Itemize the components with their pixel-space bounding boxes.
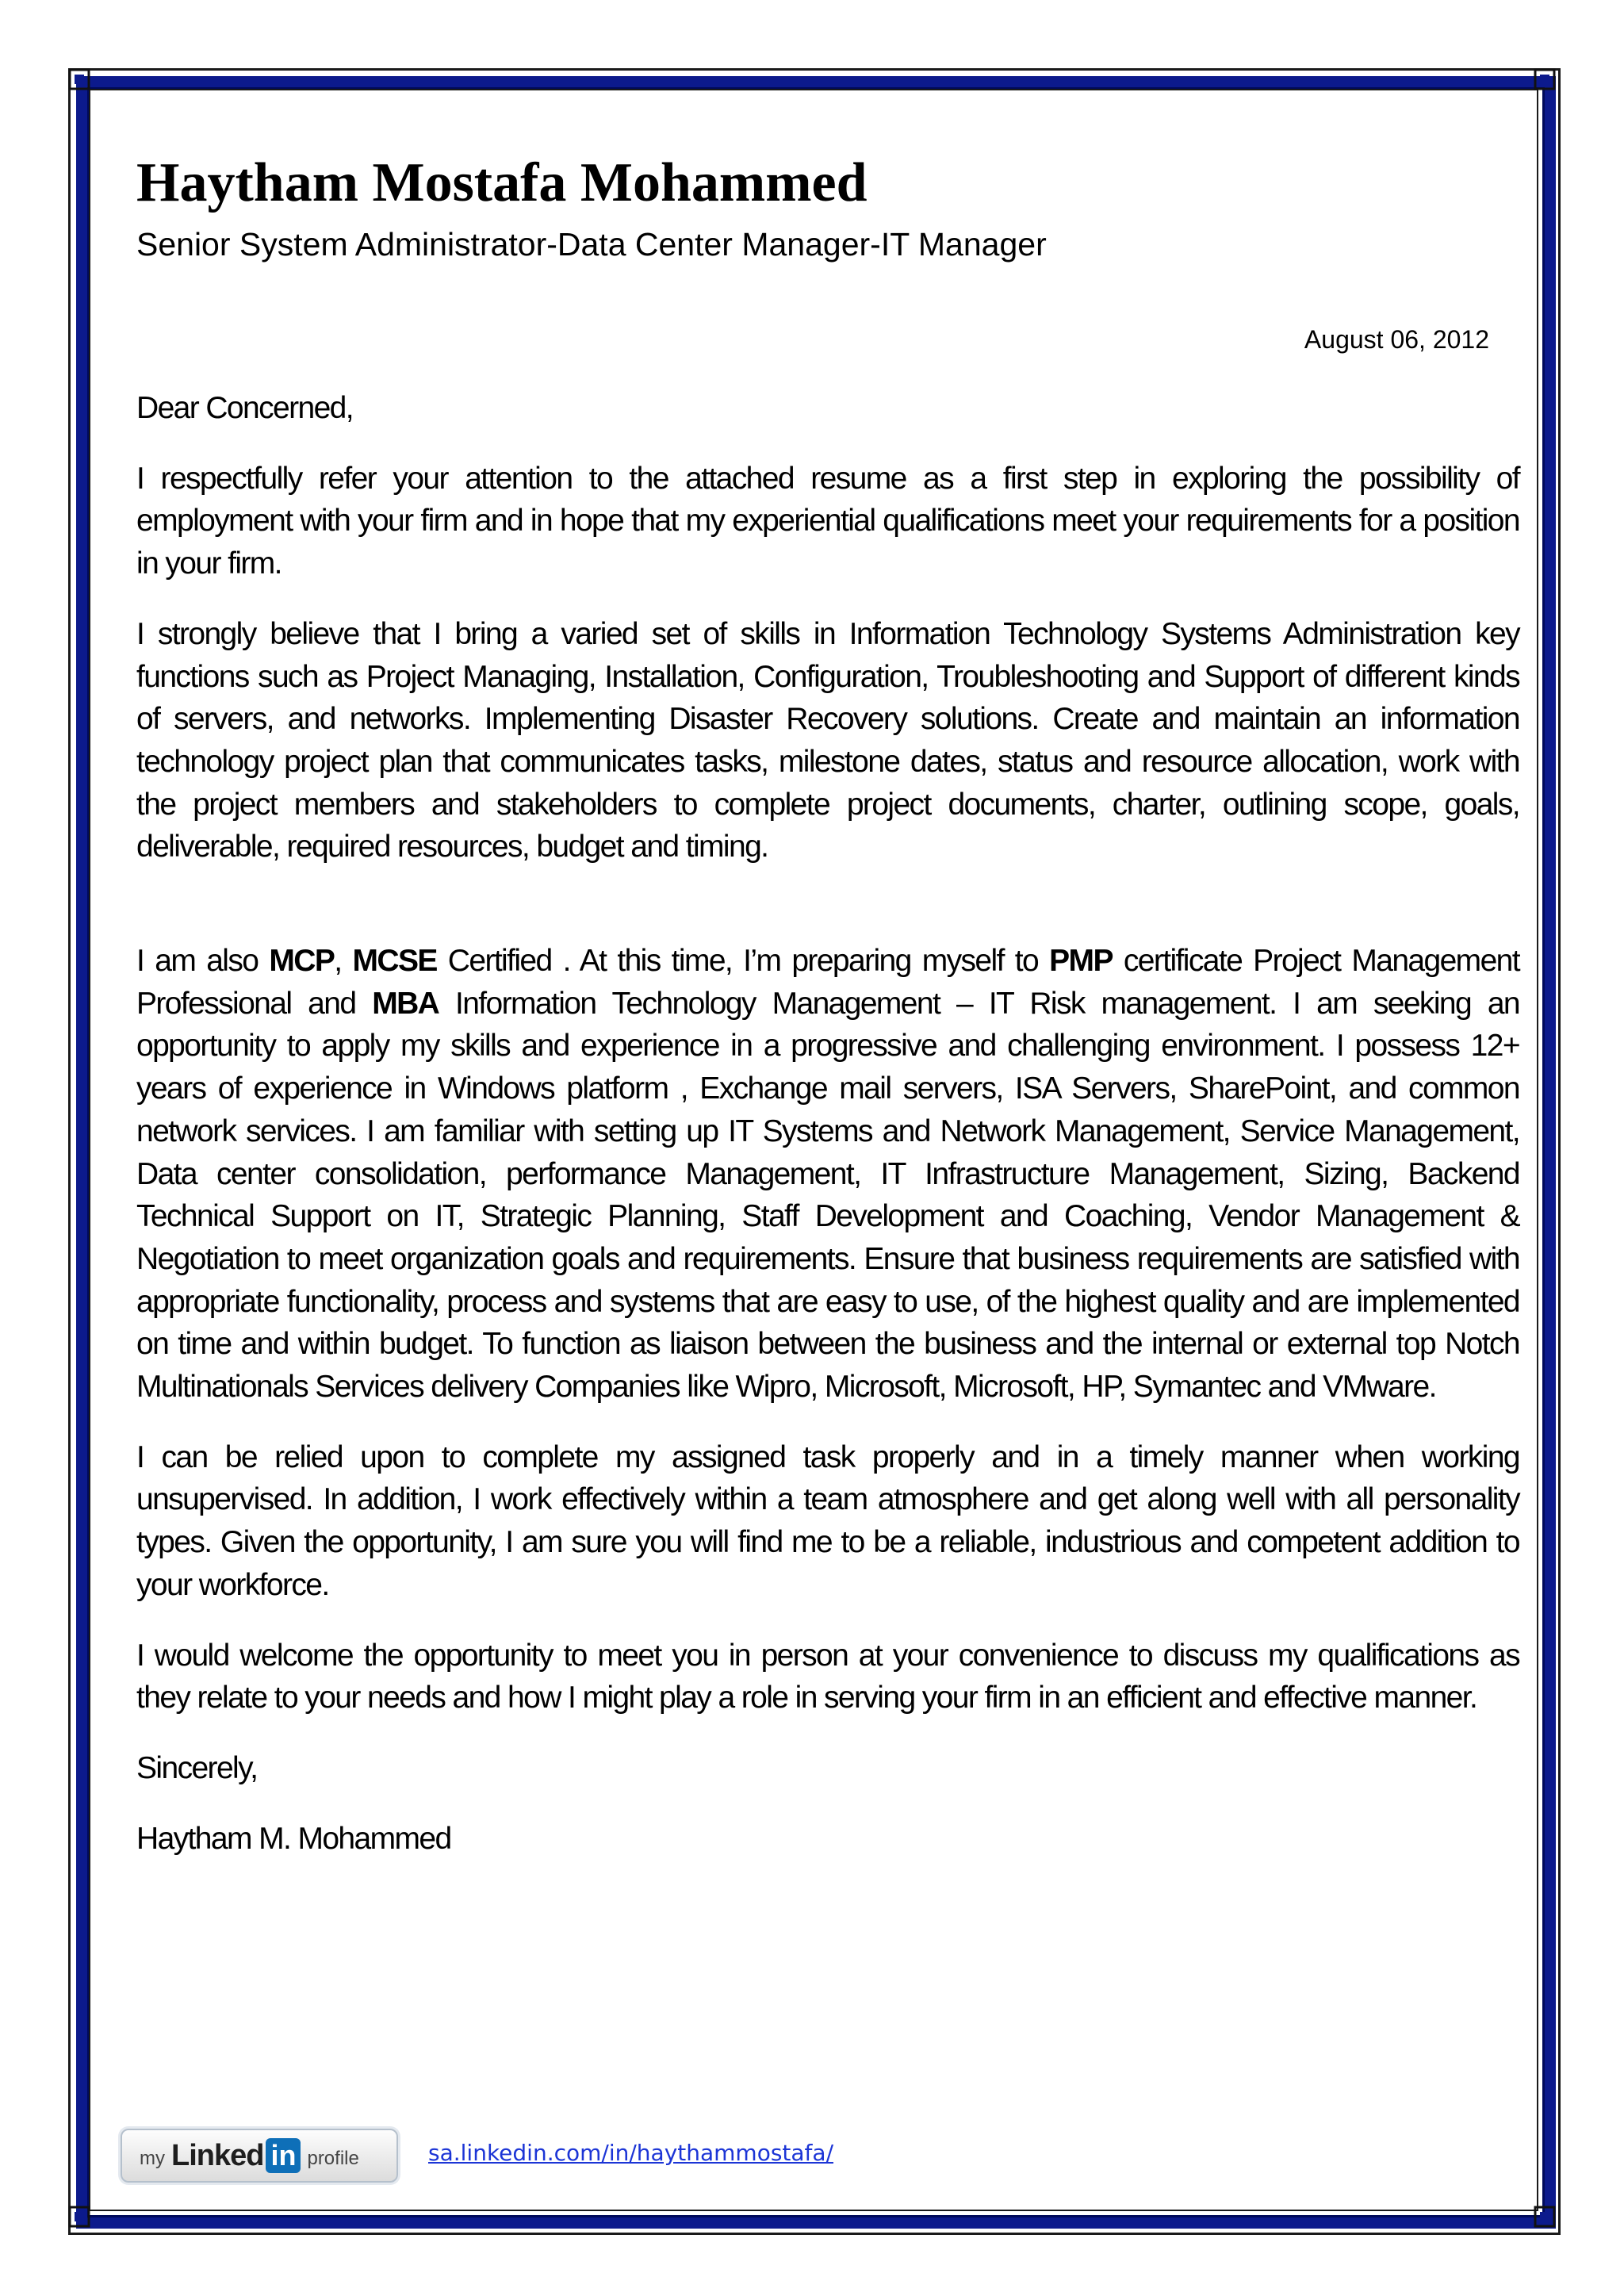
sender-title: Senior System Administrator-Data Center Manager-IT Manager — [136, 226, 1047, 263]
paragraph-3 — [136, 940, 1519, 1409]
corner-ornament-bottom-right — [1530, 2202, 1559, 2231]
paragraph-3-text: I am also — [136, 944, 270, 979]
badge-my-text: my — [140, 2148, 165, 2169]
cert-mcp: MCP — [269, 944, 335, 979]
letter-date: August 06, 2012 — [1304, 325, 1489, 354]
paragraph-3-text: certificate Project Management Professional and — [136, 944, 1519, 1021]
letter-body — [136, 387, 1519, 1888]
salutation: Dear Concerned, — [136, 391, 353, 425]
corner-ornament-bottom-left — [65, 2202, 94, 2231]
cert-pmp: PMP — [1049, 944, 1113, 979]
paragraph-5: I would welcome the opportunity to meet you in person at your convenience to discuss my qualifications as they relate to your needs and how I might play a role in serving your firm in an efficient and effective manner. — [136, 1638, 1519, 1715]
signature: Haytham M. Mohammed — [136, 1821, 451, 1856]
linkedin-in-icon: in — [266, 2138, 301, 2173]
paragraph-1: I respectfully refer your attention to the attached resume as a first step in exploring the possibility of employment with your firm and in hope that my experiential qualifications meet your requirements for a position in your firm. — [136, 461, 1519, 581]
paragraph-4: I can be relied upon to complete my assigned task properly and in a timely manner when working unsupervised. In addition, I work effectively within a team atmosphere and get along well with all personality types. Given the opportunity, I am sure you will find me to be a reliable, industrious and competent addition to your workforce. — [136, 1439, 1519, 1602]
sender-name: Haytham Mostafa Mohammed — [136, 152, 868, 213]
paragraph-3-text: , — [334, 944, 353, 979]
paragraph-2: I strongly believe that I bring a varied set of skills in Information Technology Systems Administration key functions such as Project Managing, Installation, Configuration, Troubleshooting and Support of different kinds of servers, and networks. Implementing Disaster Recovery solutions. Create and maintain an information technology project plan that communicates tasks, milestone dates, status and resource allocation, work with the project members and stakeholders to complete project documents, charter, outlining scope, goals, deliverable, required resources, budget and timing. — [136, 616, 1519, 864]
badge-linked-text: Linked — [171, 2138, 264, 2172]
paragraph-3-text: Certified . At this time, I’m preparing myself to — [436, 944, 1050, 979]
closing: Sincerely, — [136, 1750, 258, 1785]
corner-ornament-top-left — [65, 65, 94, 94]
linkedin-profile-link[interactable]: sa.linkedin.com/in/haythammostafa/ — [428, 2140, 833, 2166]
badge-profile-text: profile — [307, 2148, 359, 2169]
degree-mba: MBA — [372, 986, 439, 1021]
cert-mcse: MCSE — [352, 944, 437, 979]
paragraph-3-text: Information Technology Management – IT Risk management. I am seeking an opportunity to apply my skills and experience in a progressive and challenging environment. I possess 12+ years of experience in Windows platform , Exchange mail servers, ISA Servers, SharePoint, and common network services. I am familiar with setting up IT Systems and Network Management, Service Management, Data center consolidation, performance Management, IT Infrastructure Management, Sizing, Backend Technical Support on IT, Strategic Planning, Staff Development and Coaching, Vendor Management & Negotiation to meet organization goals and requirements. Ensure that business requirements are satisfied with appropriate functionality, process and systems that are easy to use, of the highest quality and are implemented on time and within budget. To function as liaison between the business and the internal or external top Notch Multinationals Services delivery Companies like Wipro, Microsoft, Microsoft, HP, Symantec and VMware. — [136, 986, 1520, 1405]
corner-ornament-top-right — [1530, 65, 1559, 94]
linkedin-profile-badge[interactable] — [121, 2129, 398, 2183]
